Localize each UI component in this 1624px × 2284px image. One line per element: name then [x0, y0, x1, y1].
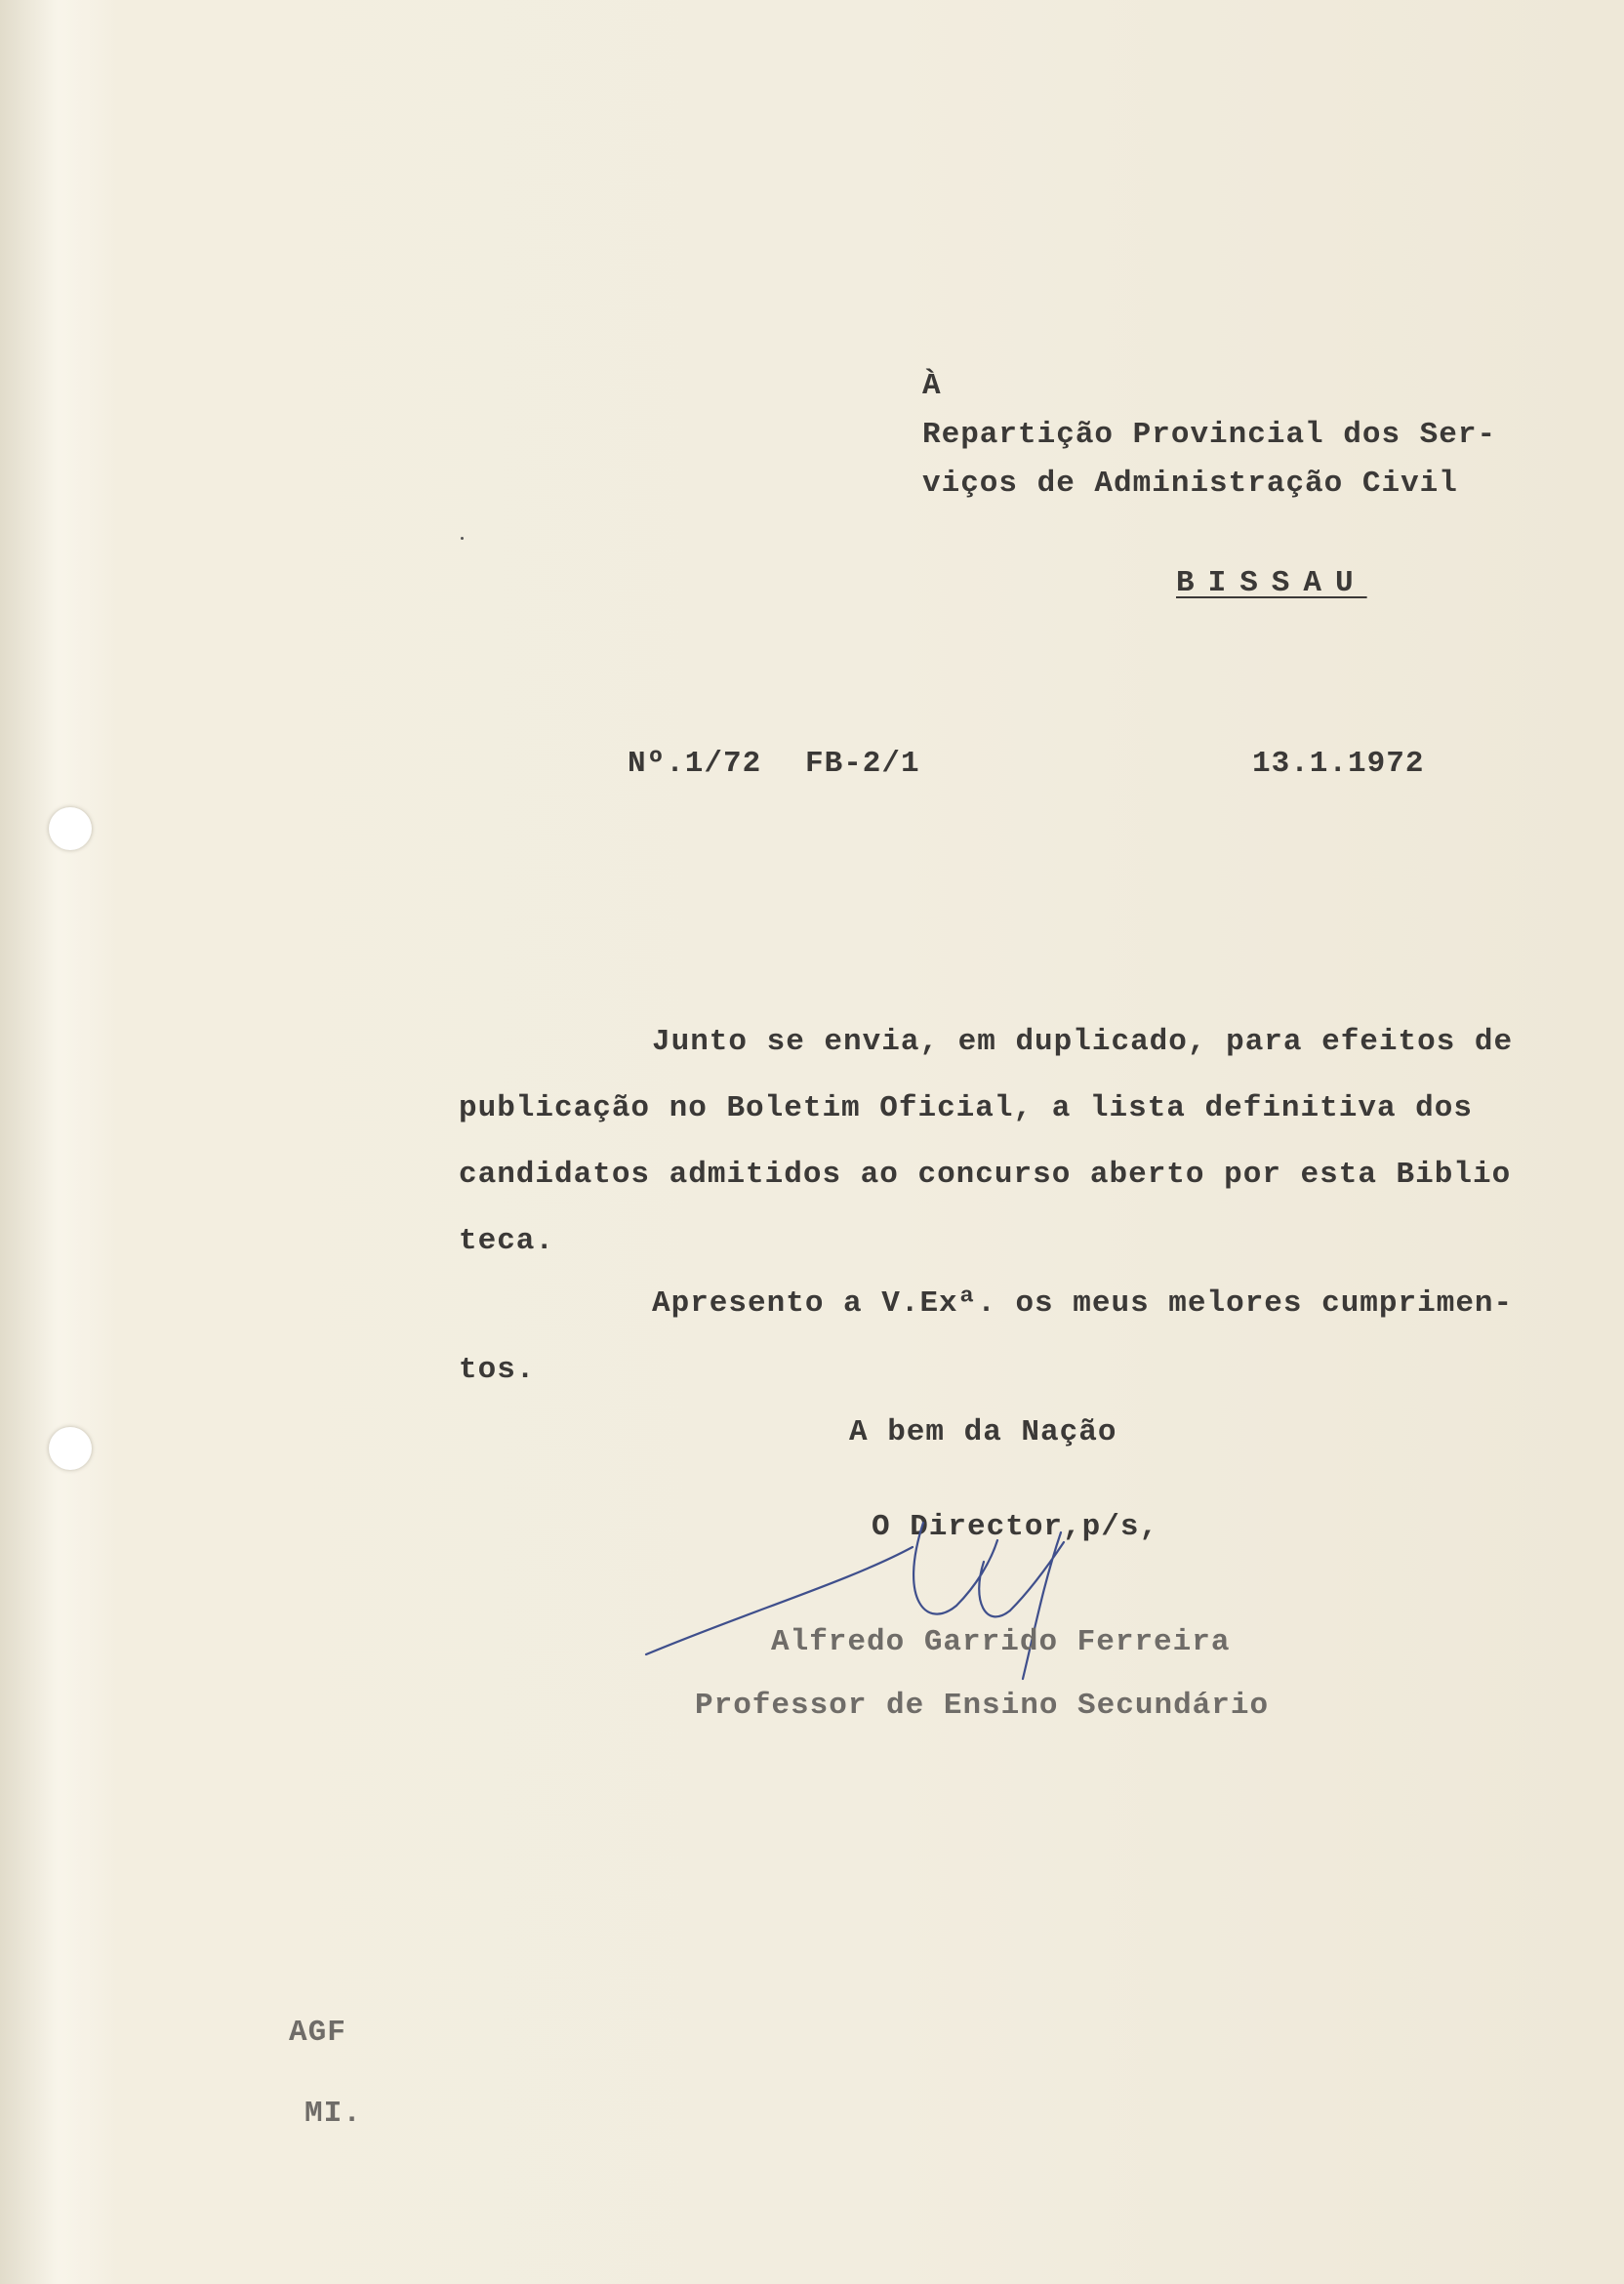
punch-hole-bottom: [49, 1427, 92, 1470]
signer-title: Professor de Ensino Secundário: [695, 1689, 1270, 1723]
closing-role: O Director,p/s,: [872, 1510, 1159, 1544]
body-line: Apresento a V.Exª. os meus melores cumprimen-: [652, 1286, 1514, 1321]
addressee-line-2: viços de Administração Civil: [922, 467, 1458, 501]
binding-edge: [0, 0, 117, 2284]
author-initials: AGF: [289, 2016, 346, 2050]
body-line: teca.: [459, 1224, 555, 1258]
signer-name: Alfredo Garrido Ferreira: [771, 1625, 1231, 1659]
addressee-line-1: Repartição Provincial dos Ser-: [922, 418, 1497, 452]
body-line: Junto se envia, em duplicado, para efeitos de: [652, 1025, 1514, 1059]
paper-mark: [461, 537, 464, 540]
typist-initials: MI.: [304, 2097, 362, 2131]
addressee-city: BISSAU: [1176, 566, 1367, 600]
reference-code: FB-2/1: [805, 747, 920, 781]
body-line: tos.: [459, 1353, 536, 1387]
reference-number: Nº.1/72: [628, 747, 762, 781]
body-line: candidatos admitidos ao concurso aberto por esta Biblio: [459, 1158, 1512, 1192]
handwritten-signature: [634, 1493, 1181, 1689]
addressee-prefix: À: [922, 369, 942, 403]
closing-salutation: A bem da Nação: [849, 1415, 1117, 1449]
punch-hole-top: [49, 807, 92, 850]
reference-date: 13.1.1972: [1252, 747, 1425, 781]
body-line: publicação no Boletim Oficial, a lista definitiva dos: [459, 1091, 1473, 1125]
